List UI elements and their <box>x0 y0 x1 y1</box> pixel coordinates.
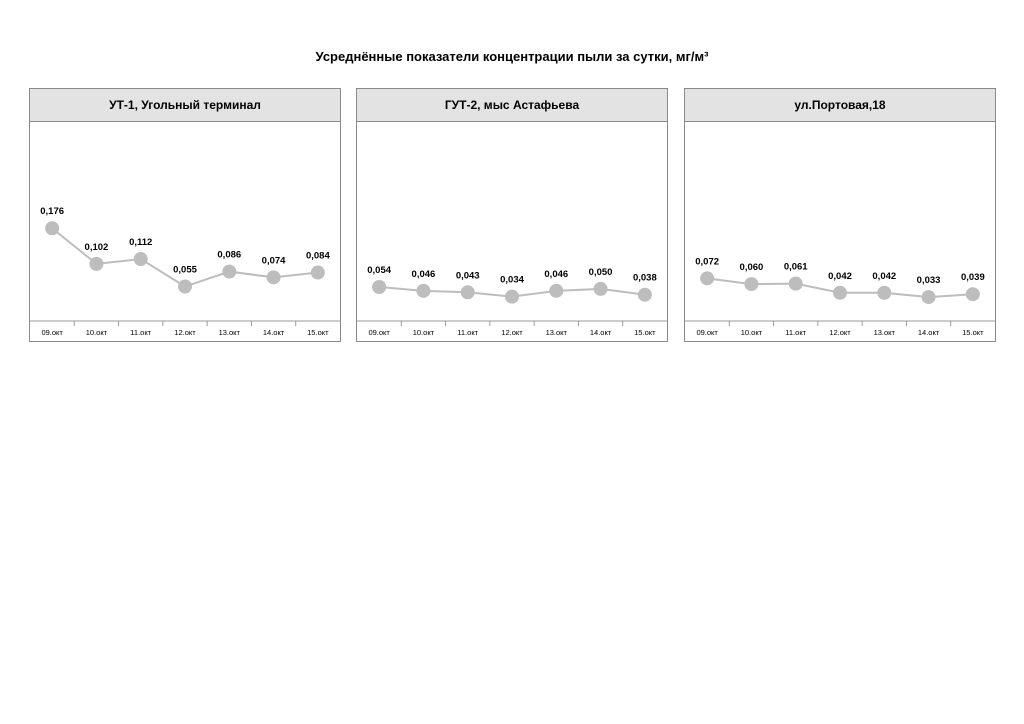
x-tick-label: 12.окт <box>501 328 523 337</box>
data-point <box>222 265 236 279</box>
data-point <box>267 270 281 284</box>
x-tick-label: 13.окт <box>545 328 567 337</box>
data-label: 0,033 <box>916 275 941 287</box>
x-tick-label: 14.окт <box>917 328 940 337</box>
data-point <box>178 280 192 294</box>
chart-panel-ut1 <box>29 88 341 342</box>
data-point <box>966 287 980 301</box>
x-tick-label: 12.окт <box>174 328 196 337</box>
x-tick-label: 09.окт <box>696 328 718 337</box>
x-tick-label: 13.окт <box>218 328 240 337</box>
data-label: 0,060 <box>739 262 764 274</box>
x-tick-label: 09.окт <box>41 328 63 337</box>
data-point <box>89 257 103 271</box>
chart-panel-gut2 <box>356 88 668 342</box>
data-label: 0,042 <box>828 270 852 282</box>
data-label: 0,046 <box>544 268 569 280</box>
x-tick-label: 10.окт <box>740 328 763 337</box>
data-point <box>134 252 148 266</box>
data-label: 0,039 <box>960 272 985 284</box>
data-label: 0,112 <box>129 237 153 249</box>
x-tick-label: 14.окт <box>589 328 612 337</box>
data-point <box>45 221 59 235</box>
chart-title: УТ-1, Угольный терминал <box>30 89 340 122</box>
page-title: Усреднённые показатели концентрации пыли за сутки, мг/м³ <box>315 49 709 64</box>
chart-plot <box>357 121 667 341</box>
data-point <box>922 290 936 304</box>
data-label: 0,050 <box>588 266 613 278</box>
x-tick-label: 15.окт <box>307 328 329 337</box>
data-point <box>638 288 652 302</box>
chart-plot <box>685 121 995 341</box>
data-label: 0,086 <box>217 249 242 261</box>
data-point <box>416 284 430 298</box>
data-point <box>549 284 563 298</box>
chart-plot <box>30 121 340 341</box>
data-point <box>461 285 475 299</box>
data-point <box>372 280 386 294</box>
chart-title: ул.Портовая,18 <box>685 89 995 122</box>
data-point <box>594 282 608 296</box>
data-point <box>744 277 758 291</box>
data-label: 0,054 <box>367 264 392 276</box>
x-tick-label: 13.окт <box>873 328 895 337</box>
data-label: 0,084 <box>305 250 330 262</box>
data-label: 0,074 <box>261 255 286 267</box>
data-label: 0,176 <box>40 206 65 218</box>
data-label: 0,038 <box>632 272 657 284</box>
x-tick-label: 10.окт <box>85 328 108 337</box>
data-point <box>833 286 847 300</box>
chart-panel-portovaya <box>684 88 996 342</box>
x-tick-label: 11.окт <box>130 328 152 337</box>
x-tick-label: 10.окт <box>412 328 435 337</box>
x-tick-label: 09.окт <box>368 328 390 337</box>
x-tick-label: 11.окт <box>785 328 807 337</box>
data-label: 0,055 <box>173 264 197 276</box>
data-point <box>311 266 325 280</box>
data-label: 0,034 <box>500 274 524 286</box>
data-point <box>505 290 519 304</box>
data-label: 0,043 <box>455 270 480 282</box>
chart-title: ГУТ-2, мыс Астафьева <box>357 89 667 122</box>
data-point <box>877 286 891 300</box>
x-tick-label: 15.окт <box>634 328 656 337</box>
x-tick-label: 12.окт <box>829 328 851 337</box>
data-label: 0,102 <box>84 241 109 253</box>
x-tick-label: 15.окт <box>962 328 984 337</box>
data-point <box>789 277 803 291</box>
data-label: 0,046 <box>411 268 436 280</box>
x-tick-label: 11.окт <box>457 328 479 337</box>
data-label: 0,042 <box>872 270 897 282</box>
data-label: 0,072 <box>695 256 720 268</box>
x-tick-label: 14.окт <box>262 328 285 337</box>
data-point <box>700 271 714 285</box>
data-label: 0,061 <box>783 261 808 273</box>
